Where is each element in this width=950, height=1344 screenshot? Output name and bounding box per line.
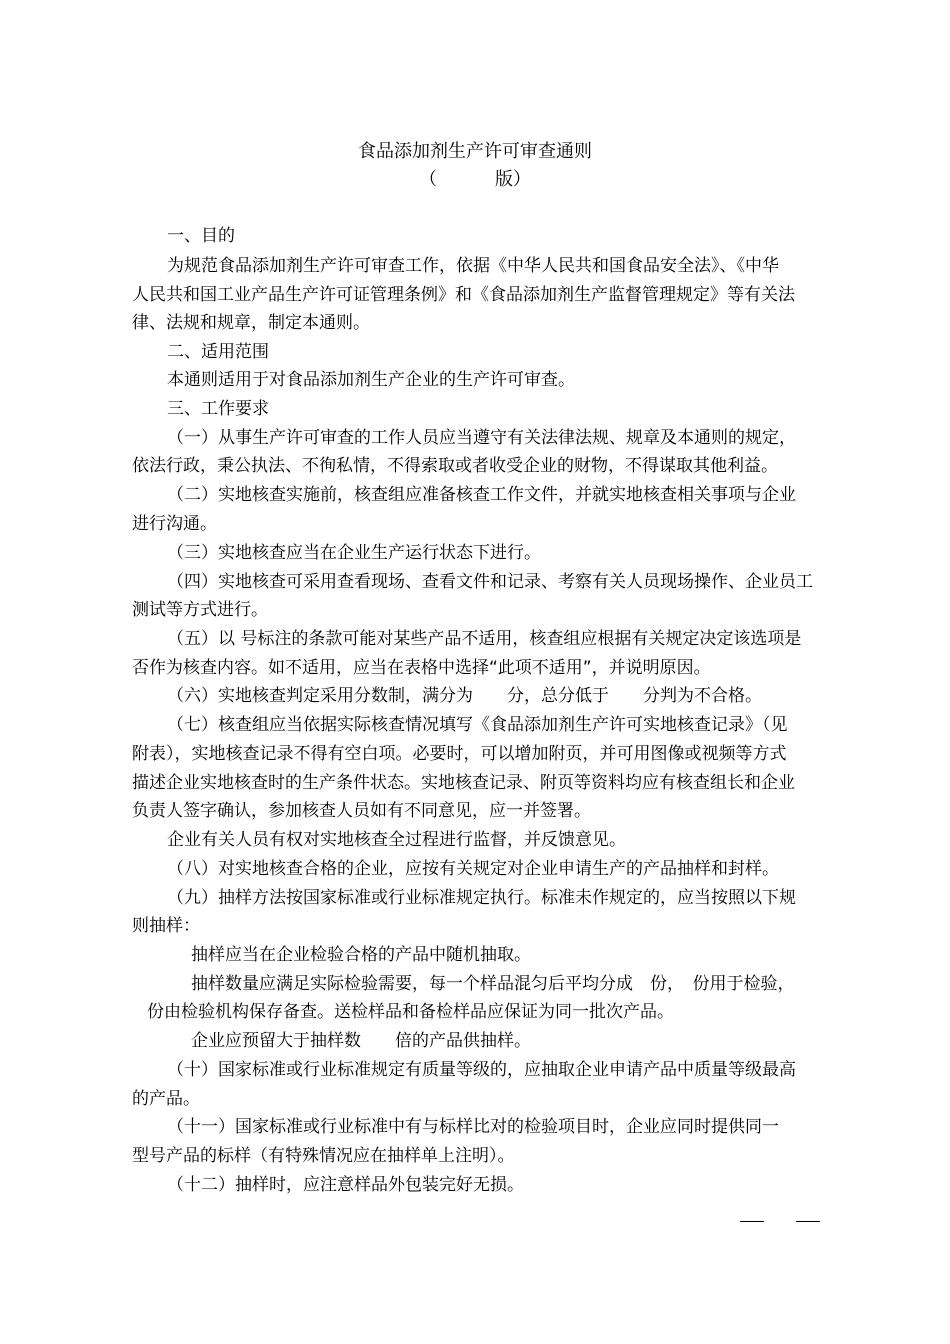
paragraph-line: 的产品。: [132, 1089, 200, 1109]
section-heading-1: 一、目的: [167, 226, 235, 246]
paragraph-line: 抽样数量应满足实际检验需要，每一个样品混匀后平均分成 份， 份用于检验，: [191, 974, 795, 994]
paragraph-line: 抽样应当在企业检验合格的产品中随机抽取。: [191, 945, 531, 965]
paragraph-line: 负责人签字确认，参加核查人员如有不同意见，应一并签署。: [132, 801, 591, 821]
paragraph-line: （六）实地核查判定采用分数制，满分为 分，总分低于 分判为不合格。: [167, 686, 762, 706]
paragraph-line: 律、法规和规章，制定本通则。: [132, 313, 370, 333]
paragraph-line: （一）从事生产许可审查的工作人员应当遵守有关法律法规、规章及本通则的规定，: [167, 428, 796, 448]
page-number-dash-left: [740, 1221, 764, 1222]
paragraph-line: （十一）国家标准或行业标准中有与标样比对的检验项目时，企业应同时提供同一: [167, 1117, 779, 1137]
page-number-dash-right: [796, 1221, 820, 1222]
paragraph-line: （十）国家标准或行业标准规定有质量等级的，应抽取企业申请产品中质量等级最高: [167, 1060, 796, 1080]
paragraph-line: （四）实地核查可采用查看现场、查看文件和记录、考察有关人员现场操作、企业员工: [167, 572, 813, 592]
paragraph-line: 人民共和国工业产品生产许可证管理条例》和《食品添加剂生产监督管理规定》等有关法: [132, 285, 795, 305]
paragraph-line: 企业应预留大于抽样数 倍的产品供抽样。: [191, 1031, 531, 1051]
document-title: 食品添加剂生产许可审查通则: [358, 141, 592, 162]
paragraph-line: 描述企业实地核查时的生产条件状态。实地核查记录、附页等资料均应有核查组长和企业: [132, 773, 795, 793]
section-heading-3: 三、工作要求: [167, 399, 269, 419]
subtitle-edition: 版）: [495, 169, 531, 190]
paragraph-line: 附表），实地核查记录不得有空白项。必要时，可以增加附页，并可用图像或视频等方式: [132, 744, 787, 764]
paragraph-line: 型号产品的标样（有特殊情况应在抽样单上注明）。: [132, 1146, 515, 1166]
paragraph-line: 进行沟通。: [132, 514, 217, 534]
paragraph-line: 本通则适用于对食品添加剂生产企业的生产许可审查。: [167, 370, 575, 390]
paragraph-line: 则抽样：: [132, 916, 200, 936]
paragraph-line: 依法行政，秉公执法、不徇私情，不得索取或者收受企业的财物，不得谋取其他利益。: [132, 456, 778, 476]
paragraph-line: 否作为核查内容。如不适用，应当在表格中选择“此项不适用”，并说明原因。: [132, 658, 711, 678]
paragraph-line: （八）对实地核查合格的企业，应按有关规定对企业申请生产的产品抽样和封样。: [167, 859, 779, 879]
paragraph-line: （九）抽样方法按国家标准或行业标准规定执行。标准未作规定的，应当按照以下规: [167, 888, 796, 908]
paragraph-line: （十二）抽样时，应注意样品外包装完好无损。: [167, 1175, 524, 1195]
paragraph-line: 企业有关人员有权对实地核查全过程进行监督，并反馈意见。: [167, 830, 626, 850]
paragraph-line: （五）以 号标注的条款可能对某些产品不适用，核查组应根据有关规定决定该选项是: [167, 629, 802, 649]
section-heading-2: 二、适用范围: [167, 342, 269, 362]
subtitle-open-paren: （: [419, 169, 437, 190]
paragraph-line: 为规范食品添加剂生产许可审查工作，依据《中华人民共和国食品安全法》、《中华: [167, 256, 779, 276]
paragraph-line: （二）实地核查实施前，核查组应准备核查工作文件，并就实地核查相关事项与企业: [167, 485, 796, 505]
document-subtitle: [0, 166, 950, 194]
paragraph-line: （七）核查组应当依据实际核查情况填写《食品添加剂生产许可实地核查记录》（见: [167, 715, 788, 735]
paragraph-line: 测试等方式进行。: [132, 600, 268, 620]
paragraph-line: 份由检验机构保存备查。送检样品和备检样品应保证为同一批次产品。: [147, 1002, 674, 1022]
paragraph-line: （三）实地核查应当在企业生产运行状态下进行。: [167, 543, 541, 563]
